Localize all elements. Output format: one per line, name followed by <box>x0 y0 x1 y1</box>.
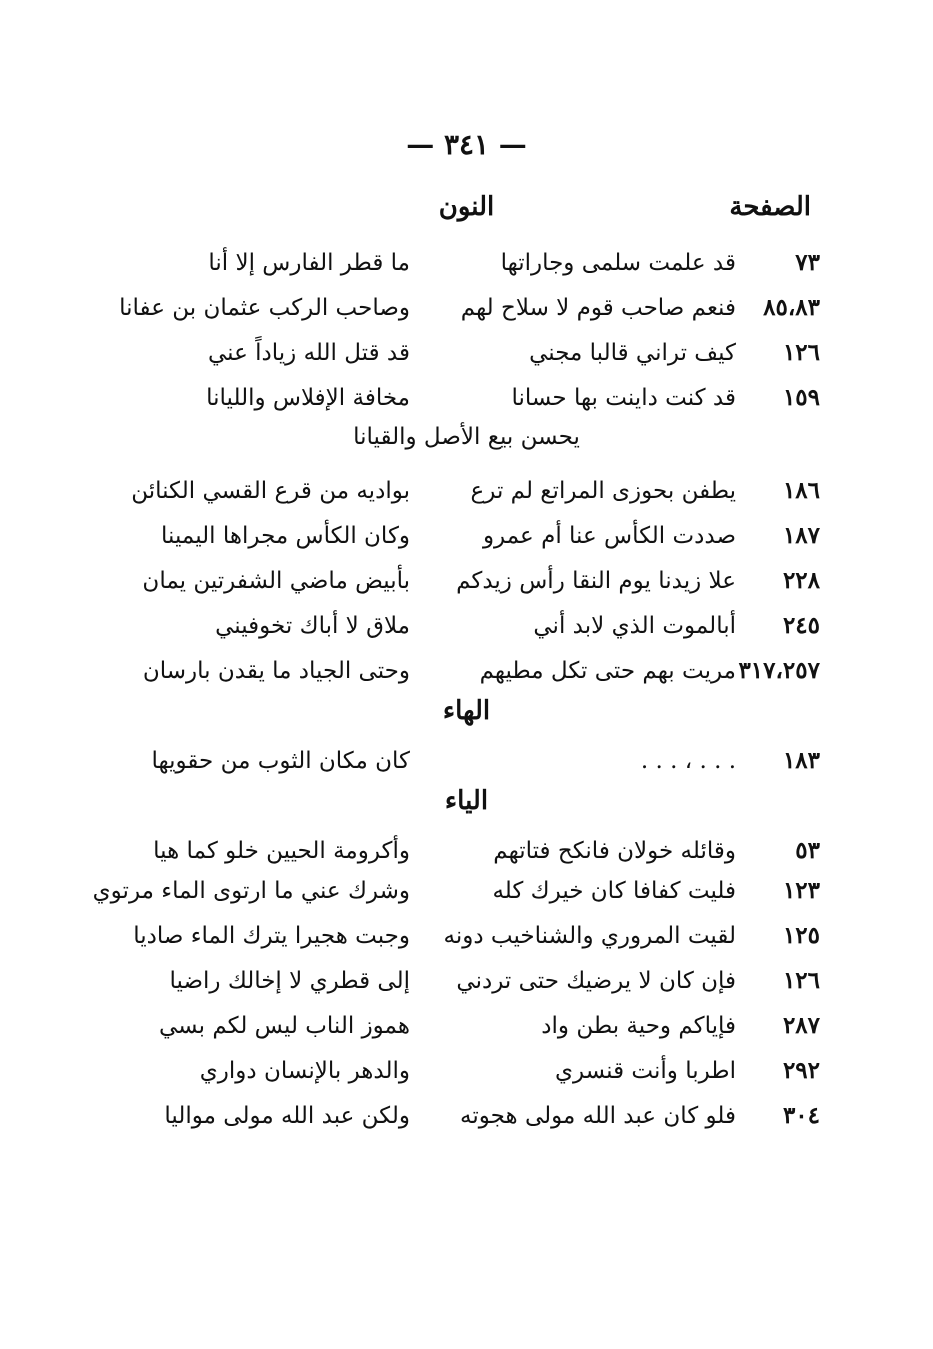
verse-page: ٢٨٧ <box>782 1012 820 1039</box>
verse-first-hemistich: فليت كفافا كان خيرك كله <box>492 878 736 904</box>
verse-page: ١٢٣ <box>782 877 820 904</box>
verse-first-hemistich: مريت بهم حتى تكل مطيهم <box>479 658 736 684</box>
verse-second-hemistich: مخافة الإفلاس والليانا <box>206 385 410 411</box>
verse-page: ١٨٦ <box>782 477 820 504</box>
verse-page: ٢٢٨ <box>782 567 820 594</box>
section-title-nun: النون <box>438 192 495 222</box>
verse-page: ٣٠٤ <box>782 1102 820 1129</box>
verse-row <box>130 649 820 693</box>
verse-first-hemistich: فنعم صاحب قوم لا سلاح لهم <box>460 295 736 321</box>
verse-page: ٣١٧،٢٥٧ <box>738 657 820 684</box>
verse-second-hemistich: والدهر بالإنسان دواري <box>199 1058 410 1084</box>
page-number: — ٣٤١ — <box>406 128 527 161</box>
verse-row <box>130 959 820 1003</box>
verse-first-hemistich: فلو كان عبد الله مولى هجوته <box>460 1103 736 1129</box>
verse-page: ٥٣ <box>795 837 820 864</box>
verse-second-hemistich: ما قطر الفارس إلا أنا <box>208 250 410 276</box>
verse-row <box>130 514 820 558</box>
verse-second-hemistich: ولكن عبد الله مولى مواليا <box>164 1103 410 1129</box>
verse-row <box>130 559 820 603</box>
verse-second-hemistich: وصاحب الركب عثمان بن عفانا <box>119 295 410 321</box>
verse-row <box>130 914 820 958</box>
verse-first-hemistich: قد كنت داينت بها حسانا <box>511 385 736 411</box>
verse-second-hemistich: كان مكان الثوب من حقويها <box>151 748 410 774</box>
verse-page: ١٨٣ <box>782 747 820 774</box>
verse-second-hemistich: بواديه من قرع القسي الكنائن <box>131 478 410 504</box>
verse-first-hemistich-ellipsis: . . . ، . . . <box>640 748 736 774</box>
verse-first-hemistich: فإياكم وحية بطن واد <box>541 1013 736 1039</box>
verse-row <box>119 286 820 330</box>
verse-first-hemistich: لقيت المروري والشناخيب دونه <box>443 923 736 949</box>
verse-second-hemistich: وجبت هجيرا يترك الماء صاديا <box>133 923 410 949</box>
verse-row <box>130 1049 820 1093</box>
verse-second-hemistich: قد قتل الله زياداً عني <box>208 340 410 366</box>
verse-row <box>130 739 820 783</box>
verse-page: ١٥٩ <box>782 384 820 411</box>
section-title-ya: الياء <box>444 786 489 816</box>
section-title-ha: الهاء <box>442 696 491 726</box>
verse-page: ٢٩٢ <box>782 1057 820 1084</box>
verse-second-hemistich: هموز الناب ليس لكم بسي <box>158 1013 410 1039</box>
verse-first-hemistich: علا زيدنا يوم النقا رأس زيدكم <box>456 568 736 594</box>
verse-row <box>130 1094 820 1138</box>
verse-row <box>130 604 820 648</box>
verse-row <box>130 469 820 513</box>
verse-first-hemistich: كيف تراني قالبا مجني <box>529 340 736 366</box>
verse-second-hemistich: وشرك عني ما ارتوى الماء مرتوي <box>92 878 410 904</box>
verse-page: ٨٥،٨٣ <box>763 294 820 321</box>
verse-row <box>130 331 820 375</box>
verse-page: ١٨٧ <box>782 522 820 549</box>
verse-second-hemistich: ملاق لا أباك تخوفيني <box>215 613 410 639</box>
verse-first-hemistich: وقائله خولان فانكح فتاتهم <box>493 838 736 864</box>
verse-second-hemistich: إلى قطري لا إخالك راضيا <box>169 968 410 994</box>
verse-continuation-line: يحسن بيع الأصل والقيانا <box>353 424 580 450</box>
verse-second-hemistich: وحتى الجياد ما يقدن بارسان <box>142 658 410 684</box>
verse-first-hemistich: فإن كان لا يرضيك حتى تردني <box>456 968 736 994</box>
verse-page: ٧٣ <box>795 249 820 276</box>
verse-page: ١٢٦ <box>782 339 820 366</box>
verse-first-hemistich: أبالموت الذي لابد أني <box>533 613 736 639</box>
verse-first-hemistich: صددت الكأس عنا أم عمرو <box>482 523 736 549</box>
verse-row <box>130 241 820 285</box>
column-header-page: الصفحة <box>729 192 811 222</box>
verse-first-hemistich: قد علمت سلمى وجاراتها <box>500 250 736 276</box>
verse-page: ١٢٦ <box>782 967 820 994</box>
verse-page: ١٢٥ <box>782 922 820 949</box>
verse-row <box>92 869 820 913</box>
verse-first-hemistich: يطفن بحوزى المراتع لم ترع <box>470 478 736 504</box>
verse-second-hemistich: وكان الكأس مجراها اليمينا <box>161 523 410 549</box>
verse-second-hemistich: وأكرومة الحيين خلو كما هيا <box>153 838 410 864</box>
verse-page: ٢٤٥ <box>782 612 820 639</box>
verse-first-hemistich: اطربا وأنت قنسري <box>554 1058 736 1084</box>
verse-second-hemistich: بأبيض ماضي الشفرتين يمان <box>142 568 410 594</box>
verse-row <box>130 376 820 420</box>
verse-row <box>130 1004 820 1048</box>
verse-row <box>130 829 820 873</box>
